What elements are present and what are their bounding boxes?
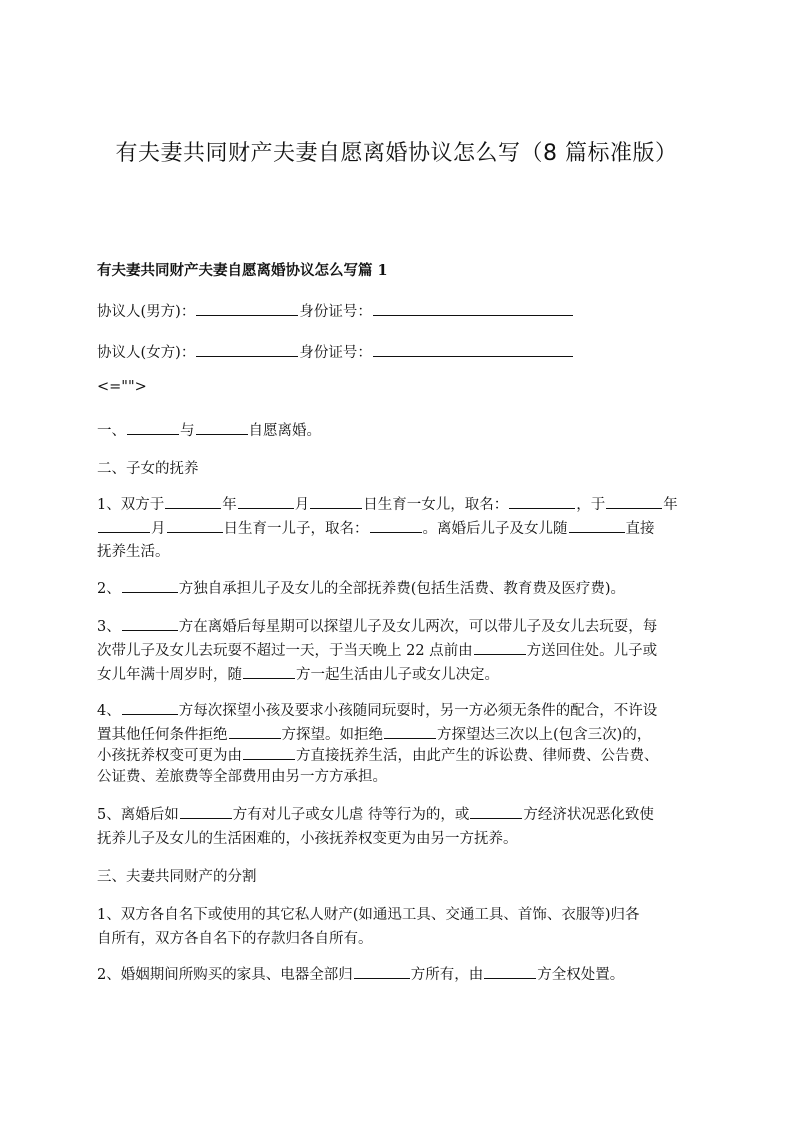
blank-field[interactable]	[196, 420, 248, 435]
blank-field[interactable]	[354, 964, 410, 979]
blank-field[interactable]	[243, 745, 295, 760]
party-male-line: 协议人(男方)： 身份证号：	[97, 301, 709, 324]
paragraph-3-line-3: 女儿年满十周岁时，随 方一起生活由儿子或女儿决定。	[97, 664, 709, 687]
paragraph-4-line-3: 小孩抚养权变可更为由 方直接抚养生活，由此产生的诉讼费、律师费、公告费、	[97, 745, 709, 768]
paragraph-1-line-2: 月 日生育一儿子，取名： 。离婚后儿子及女儿随 直接	[97, 518, 709, 541]
blank-field[interactable]	[165, 494, 221, 509]
blank-field[interactable]	[238, 494, 294, 509]
blank-field[interactable]	[122, 700, 178, 715]
blank-field[interactable]	[180, 804, 232, 819]
blank-field[interactable]	[370, 518, 422, 533]
blank-field[interactable]	[122, 616, 178, 631]
symbol-line: <="">	[97, 379, 147, 395]
blank-field[interactable]	[373, 301, 573, 316]
blank-field[interactable]	[569, 518, 625, 533]
blank-field[interactable]	[484, 964, 536, 979]
blank-field[interactable]	[509, 494, 575, 509]
blank-field[interactable]	[474, 640, 526, 655]
paragraph-1-line-3: 抚养生活。	[97, 544, 170, 560]
blank-field[interactable]	[167, 518, 223, 533]
property-1-line-2: 自所有，双方各自名下的存款归各自所有。	[97, 931, 373, 947]
property-1-line-1: 1、双方各自名下或使用的其它私人财产(如通迅工具、交通工具、首饰、衣服等)归各	[97, 907, 640, 923]
blank-field[interactable]	[196, 342, 298, 357]
section-3-heading: 三、夫妻共同财产的分割	[97, 869, 257, 885]
blank-field[interactable]	[373, 342, 573, 357]
paragraph-2: 2、 方独自承担儿子及女儿的全部抚养费(包括生活费、教育费及医疗费)。	[97, 578, 709, 601]
blank-field[interactable]	[127, 420, 179, 435]
paragraph-3-line-1: 3、 方在离婚后每星期可以探望儿子及女儿两次，可以带儿子及女儿去玩耍，每	[97, 616, 709, 639]
section-heading: 有夫妻共同财产夫妻自愿离婚协议怎么写篇 1	[97, 262, 388, 279]
paragraph-3-line-2: 次带儿子及女儿去玩耍不超过一天，于当天晚上 22 点前由 方送回住处。儿子或	[97, 640, 709, 663]
paragraph-1-line-1: 1、双方于 年 月 日生育一女儿，取名： ，于 年	[97, 494, 709, 517]
blank-field[interactable]	[243, 664, 295, 679]
paragraph-4-line-2: 置其他任何条件拒绝 方探望。如拒绝 方探望达三次以上(包含三次)的，	[97, 724, 709, 747]
clause-1: 一、 与 自愿离婚。	[97, 420, 709, 443]
paragraph-5-line-1: 5、离婚后如 方有对儿子或女儿虐 待等行为的，或 方经济状况恶化致使	[97, 804, 709, 827]
paragraph-4-line-1: 4、 方每次探望小孩及要求小孩随同玩耍时，另一方必须无条件的配合，不许设	[97, 700, 709, 723]
blank-field[interactable]	[384, 724, 436, 739]
blank-field[interactable]	[98, 518, 150, 533]
document-title: 有夫妻共同财产夫妻自愿离婚协议怎么写（8 篇标准版）	[115, 141, 678, 166]
blank-field[interactable]	[606, 494, 662, 509]
party-female-line: 协议人(女方)： 身份证号：	[97, 342, 709, 365]
blank-field[interactable]	[310, 494, 362, 509]
property-2: 2、婚姻期间所购买的家具、电器全部归 方所有，由 方全权处置。	[97, 964, 709, 987]
paragraph-5-line-2: 抚养儿子及女儿的生活困难的，小孩抚养权变更为由另一方抚养。	[97, 831, 518, 847]
blank-field[interactable]	[229, 724, 281, 739]
paragraph-4-line-4: 公证费、差旅费等全部费用由另一方方承担。	[97, 769, 387, 785]
blank-field[interactable]	[470, 804, 522, 819]
blank-field[interactable]	[122, 578, 178, 593]
section-2-heading: 二、子女的抚养	[97, 461, 199, 477]
blank-field[interactable]	[196, 301, 298, 316]
